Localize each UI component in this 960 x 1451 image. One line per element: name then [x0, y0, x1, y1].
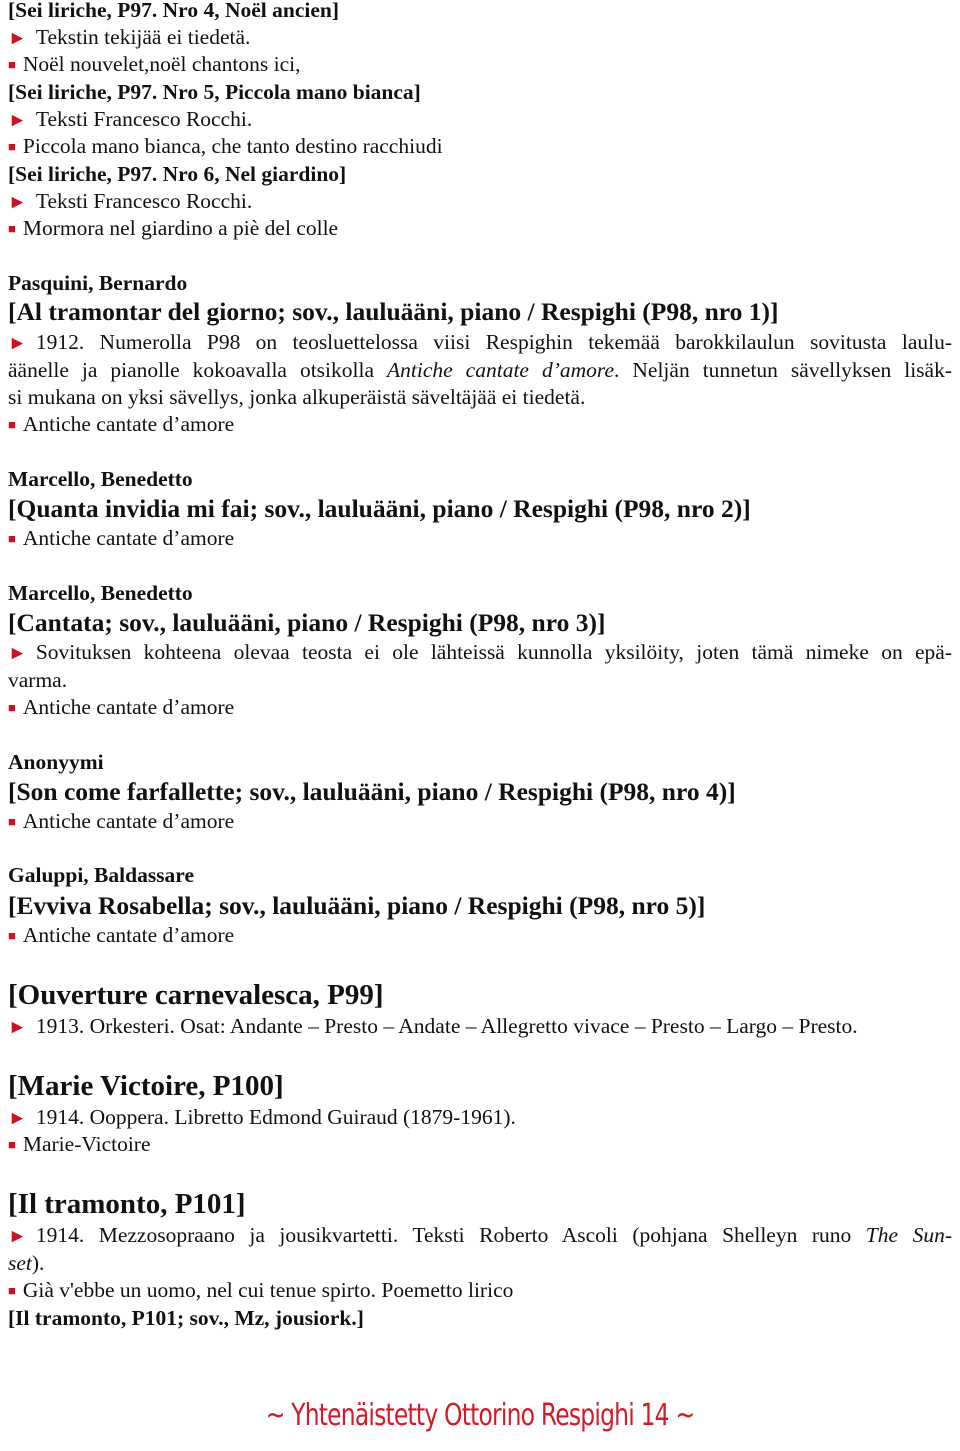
square-icon: ■ [8, 814, 16, 829]
note-line: varma. [8, 668, 68, 692]
work-title: [Cantata; sov., lauluääni, piano / Respighi (P98, nro 3)] [8, 608, 606, 637]
note-line: ► 1912. Numerolla P98 on teosluettelossa viisi Respighin tekemää barokkilaulun sovitusta laulu- [8, 329, 952, 357]
note-line [8, 106, 252, 134]
note-paragraph [8, 329, 952, 411]
square-icon: ■ [8, 139, 16, 154]
item-line [8, 1131, 151, 1160]
item-line [8, 525, 234, 554]
square-icon: ■ [8, 531, 16, 546]
note-line [8, 24, 250, 52]
triangle-right-icon: ► [8, 1226, 27, 1247]
work-title-large: [Ouverture carnevalesca, P99] [8, 979, 384, 1011]
square-icon: ■ [8, 417, 16, 432]
item-line [8, 694, 234, 723]
item-text: Antiche cantate d’amore [22, 923, 235, 947]
note-line: äänelle ja pianolle kokoavalla otsikolla Antiche cantate d’amore. Neljän tunnetun sävellyksen lisäk- [8, 358, 953, 382]
item-line [8, 411, 234, 440]
italic-title: Antiche cantate d’amore [387, 358, 615, 382]
triangle-right-icon: ► [8, 1108, 27, 1129]
square-icon: ■ [8, 1283, 16, 1298]
note-line: set). [8, 1251, 45, 1275]
composer-name: Anonyymi [8, 750, 104, 774]
note-text: Teksti Francesco Rocchi. [35, 189, 253, 213]
work-heading: [Il tramonto, P101; sov., Mz, jousiork.] [8, 1306, 364, 1330]
square-icon: ■ [8, 57, 16, 72]
italic-title: set [8, 1251, 32, 1275]
note-line [8, 1104, 516, 1132]
item-text: Piccola mano bianca, che tanto destino racchiudi [22, 134, 443, 158]
triangle-right-icon: ► [8, 333, 27, 354]
note-paragraph [8, 639, 952, 694]
note-line: si mukana on yksi sävellys, jonka alkuperäistä säveltäjää ei tiedetä. [8, 385, 586, 409]
composer-name: Pasquini, Bernardo [8, 271, 188, 295]
note-text: Tekstin tekijää ei tiedetä. [35, 25, 251, 49]
work-title-large: [Il tramonto, P101] [8, 1188, 246, 1220]
triangle-right-icon: ► [8, 643, 27, 664]
composer-name: Marcello, Benedetto [8, 581, 193, 605]
item-text: Antiche cantate d’amore [22, 412, 235, 436]
triangle-right-icon: ► [8, 110, 27, 131]
work-title: [Quanta invidia mi fai; sov., lauluääni, piano / Respighi (P98, nro 2)] [8, 494, 751, 523]
item-text: Antiche cantate d’amore [22, 695, 235, 719]
item-line [8, 922, 234, 951]
work-title: [Al tramontar del giorno; sov., lauluääni, piano / Respighi (P98, nro 1)] [8, 297, 779, 326]
work-heading: [Sei liriche, P97. Nro 5, Piccola mano bianca] [8, 80, 421, 104]
italic-title: The Sun- [865, 1223, 952, 1247]
square-icon: ■ [8, 1137, 16, 1152]
page-footer: ~ Yhtenäistetty Ottorino Respighi 14 ~ [265, 1398, 695, 1433]
note-text: Teksti Francesco Rocchi. [35, 107, 253, 131]
work-title-large: [Marie Victoire, P100] [8, 1070, 284, 1102]
square-icon: ■ [8, 700, 16, 715]
square-icon: ■ [8, 221, 16, 236]
item-line [8, 133, 443, 162]
item-line [8, 51, 301, 80]
note-text: 1913. Orkesteri. Osat: Andante – Presto – Andate – Allegretto vivace – Presto – Largo – Presto. [35, 1014, 858, 1038]
square-icon: ■ [8, 928, 16, 943]
item-text: Mormora nel giardino a piè del colle [22, 216, 339, 240]
item-text: Antiche cantate d’amore [22, 526, 235, 550]
work-heading: [Sei liriche, P97. Nro 4, Noël ancien] [8, 0, 340, 22]
item-line [8, 808, 234, 837]
note-paragraph [8, 1222, 952, 1277]
work-heading: [Sei liriche, P97. Nro 6, Nel giardino] [8, 162, 347, 186]
note-text: 1914. Ooppera. Libretto Edmond Guiraud (1879-1961). [35, 1105, 516, 1129]
work-title: [Evviva Rosabella; sov., lauluääni, piano / Respighi (P98, nro 5)] [8, 891, 706, 920]
note-line [8, 1013, 858, 1041]
item-text: Antiche cantate d’amore [22, 809, 235, 833]
triangle-right-icon: ► [8, 1017, 27, 1038]
item-line [8, 215, 338, 244]
note-line: ► Sovituksen kohteena olevaa teosta ei ole lähteissä kunnolla yksilöity, joten tämä nimeke on epä- [8, 639, 952, 667]
note-line: ► 1914. Mezzosopraano ja jousikvartetti. Teksti Roberto Ascoli (pohjana Shelleyn runo The Sun- [8, 1222, 952, 1250]
work-title: [Son come farfallette; sov., lauluääni, piano / Respighi (P98, nro 4)] [8, 777, 736, 806]
item-text: Marie-Victoire [22, 1132, 151, 1156]
triangle-right-icon: ► [8, 28, 27, 49]
item-line [8, 1277, 513, 1306]
composer-name: Marcello, Benedetto [8, 467, 193, 491]
triangle-right-icon: ► [8, 192, 27, 213]
note-line [8, 188, 252, 216]
item-text: Noël nouvelet,noël chantons ici, [22, 52, 301, 76]
composer-name: Galuppi, Baldassare [8, 863, 194, 887]
item-text: Già v'ebbe un uomo, nel cui tenue spirto. Poemetto lirico [22, 1278, 514, 1302]
